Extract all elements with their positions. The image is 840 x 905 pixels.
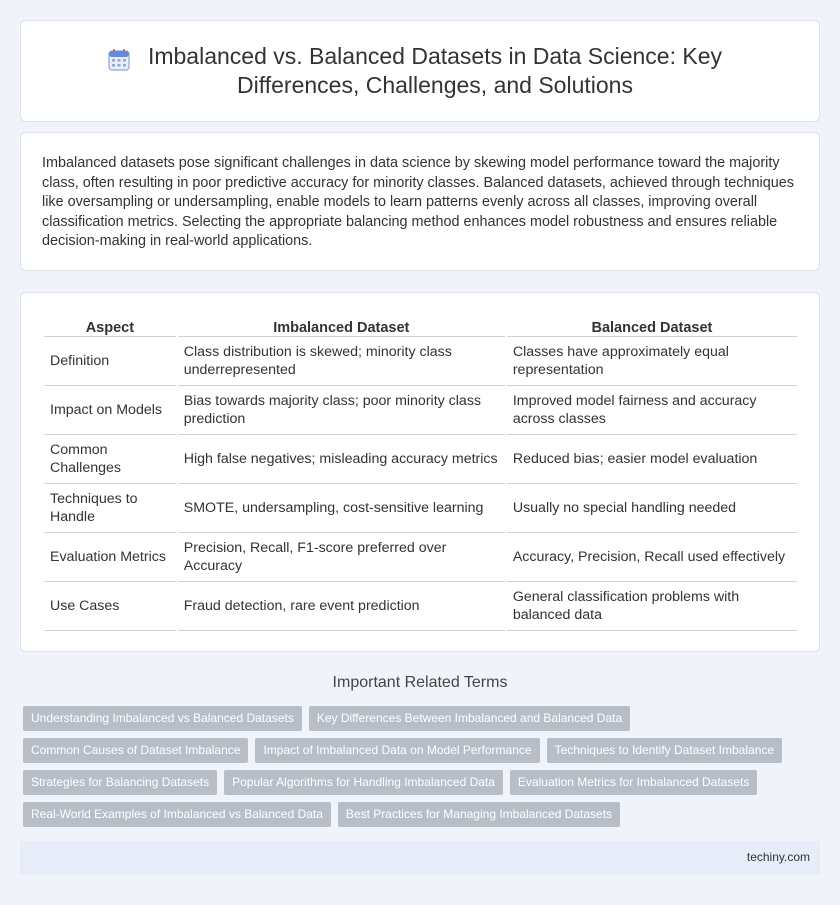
related-term-link[interactable]: Evaluation Metrics for Imbalanced Datasets — [510, 770, 757, 795]
cell-imbalanced: Precision, Recall, F1-score preferred over Accuracy — [178, 533, 505, 582]
tag-row — [23, 770, 823, 795]
related-term-link[interactable]: Impact of Imbalanced Data on Model Performance — [255, 738, 539, 763]
intro-paragraph: Imbalanced datasets pose significant challenges in data science by skewing model performance toward the majority class, often resulting in poor predictive accuracy for minority classes. Balanced datasets, achieved through techniques like oversampling or undersampling, enable models to learn patterns evenly across all classes, improving overall classification metrics. Selecting the appropriate balancing method enhances model robustness and ensures reliable decision-making in real-world applications. — [42, 155, 794, 250]
table-header-row — [44, 318, 797, 337]
cell-balanced: General classification problems with balanced data — [507, 582, 797, 631]
related-term-link[interactable]: Key Differences Between Imbalanced and Balanced Data — [309, 706, 630, 731]
cell-imbalanced: SMOTE, undersampling, cost-sensitive learning — [178, 484, 505, 533]
related-term-link[interactable]: Strategies for Balancing Datasets — [23, 770, 217, 795]
cell-balanced: Improved model fairness and accuracy across classes — [507, 386, 797, 435]
related-term-link[interactable]: Popular Algorithms for Handling Imbalanced Data — [224, 770, 503, 795]
related-term-link[interactable]: Techniques to Identify Dataset Imbalance — [547, 738, 782, 763]
cell-balanced: Usually no special handling needed — [507, 484, 797, 533]
cell-imbalanced: Fraud detection, rare event prediction — [178, 582, 505, 631]
related-term-link[interactable]: Best Practices for Managing Imbalanced Datasets — [338, 802, 620, 827]
related-term-link[interactable]: Understanding Imbalanced vs Balanced Datasets — [23, 706, 302, 731]
related-term-link[interactable]: Common Causes of Dataset Imbalance — [23, 738, 248, 763]
cell-aspect: Use Cases — [44, 582, 176, 631]
table-row — [44, 582, 797, 631]
header-imbalanced: Imbalanced Dataset — [178, 318, 505, 337]
cell-imbalanced: High false negatives; misleading accuracy metrics — [178, 435, 505, 484]
comparison-table — [42, 318, 799, 631]
cell-balanced: Reduced bias; easier model evaluation — [507, 435, 797, 484]
comparison-card — [20, 292, 820, 652]
cell-balanced: Classes have approximately equal representation — [507, 337, 797, 386]
related-terms-list — [23, 706, 823, 834]
tag-row — [23, 738, 823, 763]
title-card — [20, 20, 820, 122]
cell-aspect: Common Challenges — [44, 435, 176, 484]
table-row — [44, 533, 797, 582]
header-balanced: Balanced Dataset — [507, 318, 797, 337]
header-aspect: Aspect — [44, 318, 176, 337]
table-row — [44, 435, 797, 484]
cell-aspect: Definition — [44, 337, 176, 386]
footer — [20, 841, 820, 874]
footer-site-name[interactable]: techiny.com — [746, 850, 810, 864]
cell-aspect: Techniques to Handle — [44, 484, 176, 533]
related-term-link[interactable]: Real-World Examples of Imbalanced vs Balanced Data — [23, 802, 331, 827]
table-row — [44, 386, 797, 435]
cell-aspect: Impact on Models — [44, 386, 176, 435]
cell-imbalanced: Bias towards majority class; poor minority class prediction — [178, 386, 505, 435]
table-row — [44, 337, 797, 386]
page-title: Imbalanced vs. Balanced Datasets in Data Science: Key Differences, Challenges, and Solutions — [147, 43, 723, 98]
table-row — [44, 484, 797, 533]
cell-aspect: Evaluation Metrics — [44, 533, 176, 582]
tag-row — [23, 706, 823, 731]
intro-card — [20, 132, 820, 271]
tag-row — [23, 802, 823, 827]
related-terms-title: Important Related Terms — [332, 674, 508, 691]
cell-balanced: Accuracy, Precision, Recall used effectively — [507, 533, 797, 582]
cell-imbalanced: Class distribution is skewed; minority class underrepresented — [178, 337, 505, 386]
